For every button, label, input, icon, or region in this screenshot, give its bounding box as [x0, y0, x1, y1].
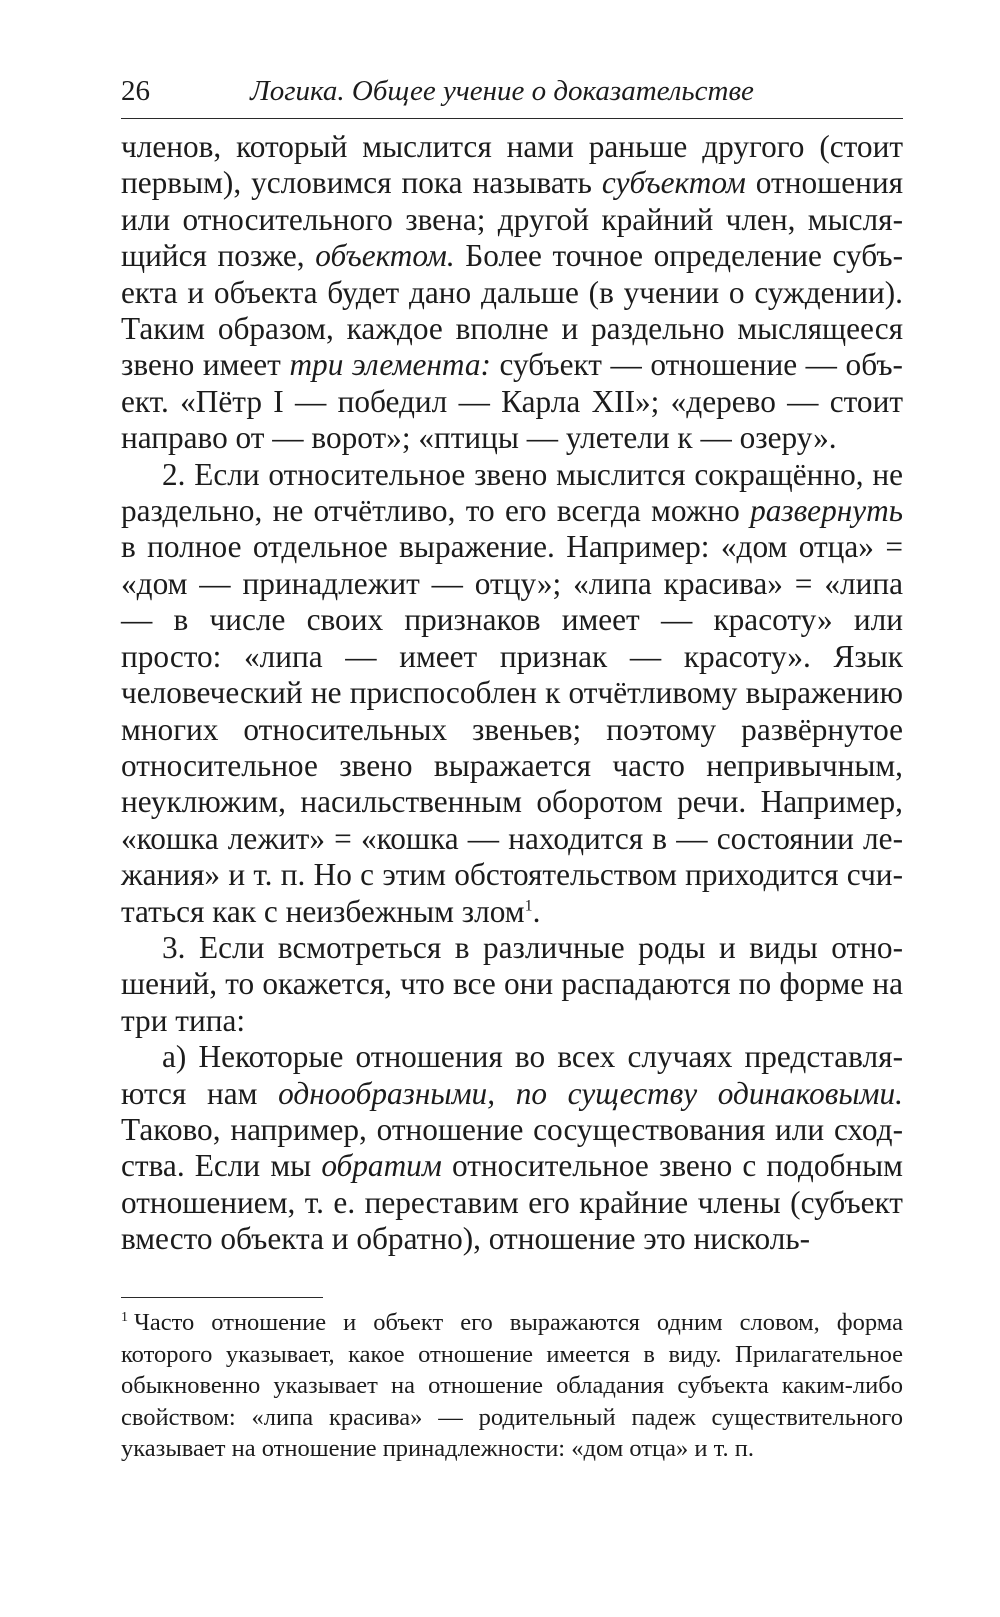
- running-head: [121, 74, 903, 119]
- text-run: 3. Если всмотреться в различные роды и виды отношений, то окажется, что все они распадаются по форме на три типа:: [121, 929, 903, 1038]
- footnote: [121, 1307, 903, 1465]
- text-run: субъект — отношение — объект. «Пётр I — победил — Карла XII»; «дерево — стоит направо от — ворот»; «птицы — улетели к — озеру».: [121, 347, 903, 456]
- paragraph-3: [121, 930, 903, 1039]
- text-run: в полное отдельное выражение. Например: «дом отца» = «дом — принадлежит — отцу»; «липа красива» = «липа — в числе своих признаков имеет — красоту» или просто: «липа — имеет признак — красоту». Язык человеческий не приспособлен к отчётливому выражению многих относительных звеньев; поэтому развёрнутое относительное звено выражается часто непривычным, неуклюжим, насильственным оборотом речи. Например, «кошка лежит» = «кошка — находится в — состоянии лежания» и т. п. Но с этим обстоятельством приходится считаться как с неизбежным злом: [121, 529, 903, 929]
- text-run: 2. Если относительное звено мыслится сокращённо, не раздельно, не отчётливо, то его всегда можно: [121, 456, 903, 529]
- text-run: членов, который мыслится нами раньше другого (стоит первым), условимся пока называть: [121, 129, 903, 201]
- emphasis-subject: субъектом: [601, 165, 746, 201]
- emphasis-unfold: развернуть: [750, 493, 903, 529]
- paragraph-4: [121, 1039, 903, 1257]
- emphasis-object: объектом.: [315, 238, 455, 274]
- page-number: 26: [121, 75, 150, 107]
- emphasis-three-elements: три элемента:: [289, 347, 491, 383]
- paragraph-2: [121, 457, 903, 930]
- emphasis-uniform: однообразными, по существу одинаковыми.: [278, 1075, 903, 1111]
- paragraph-1: [121, 129, 903, 457]
- book-title: Логика. Общее учение о доказательстве: [250, 75, 754, 107]
- footnote-divider: [121, 1297, 323, 1298]
- text-run: Более точное определение субъекта и объекта будет дано дальше (в учении о суждении). Таким образом, каждое вполне и раздельно мыслящееся звено имеет: [121, 238, 903, 383]
- footnote-text: Часто отношение и объект его выражаются одним словом, форма которого указывает, какое отношение имеется в виду. Прилагательное обыкновенно указывает на отношение обладания субъекта каким-либо свойством: «липа красива» — родительный падеж существительного указывает на отношение принадлежности: «дом отца» и т. п.: [121, 1309, 903, 1462]
- text-run: .: [532, 893, 541, 929]
- text-run: Таково, например, отношение сосуществования или сходства. Если мы: [121, 1111, 903, 1184]
- book-page: [121, 74, 903, 1258]
- text-run: относительное звено с подобным отношением, т. е. переставим его крайние члены (субъект вместо объекта и обратно), отношение это нисколь-: [121, 1148, 903, 1257]
- main-text: [121, 129, 903, 1258]
- footnote-mark: 1: [121, 1309, 128, 1325]
- emphasis-invert: обратим: [321, 1148, 442, 1184]
- footnote-reference[interactable]: 1: [524, 897, 533, 915]
- text-run: а) Некоторые отношения во всех случаях представляются нам: [121, 1039, 903, 1111]
- text-run: отношения или относительного звена; другой крайний член, мыслящийся позже,: [121, 165, 903, 274]
